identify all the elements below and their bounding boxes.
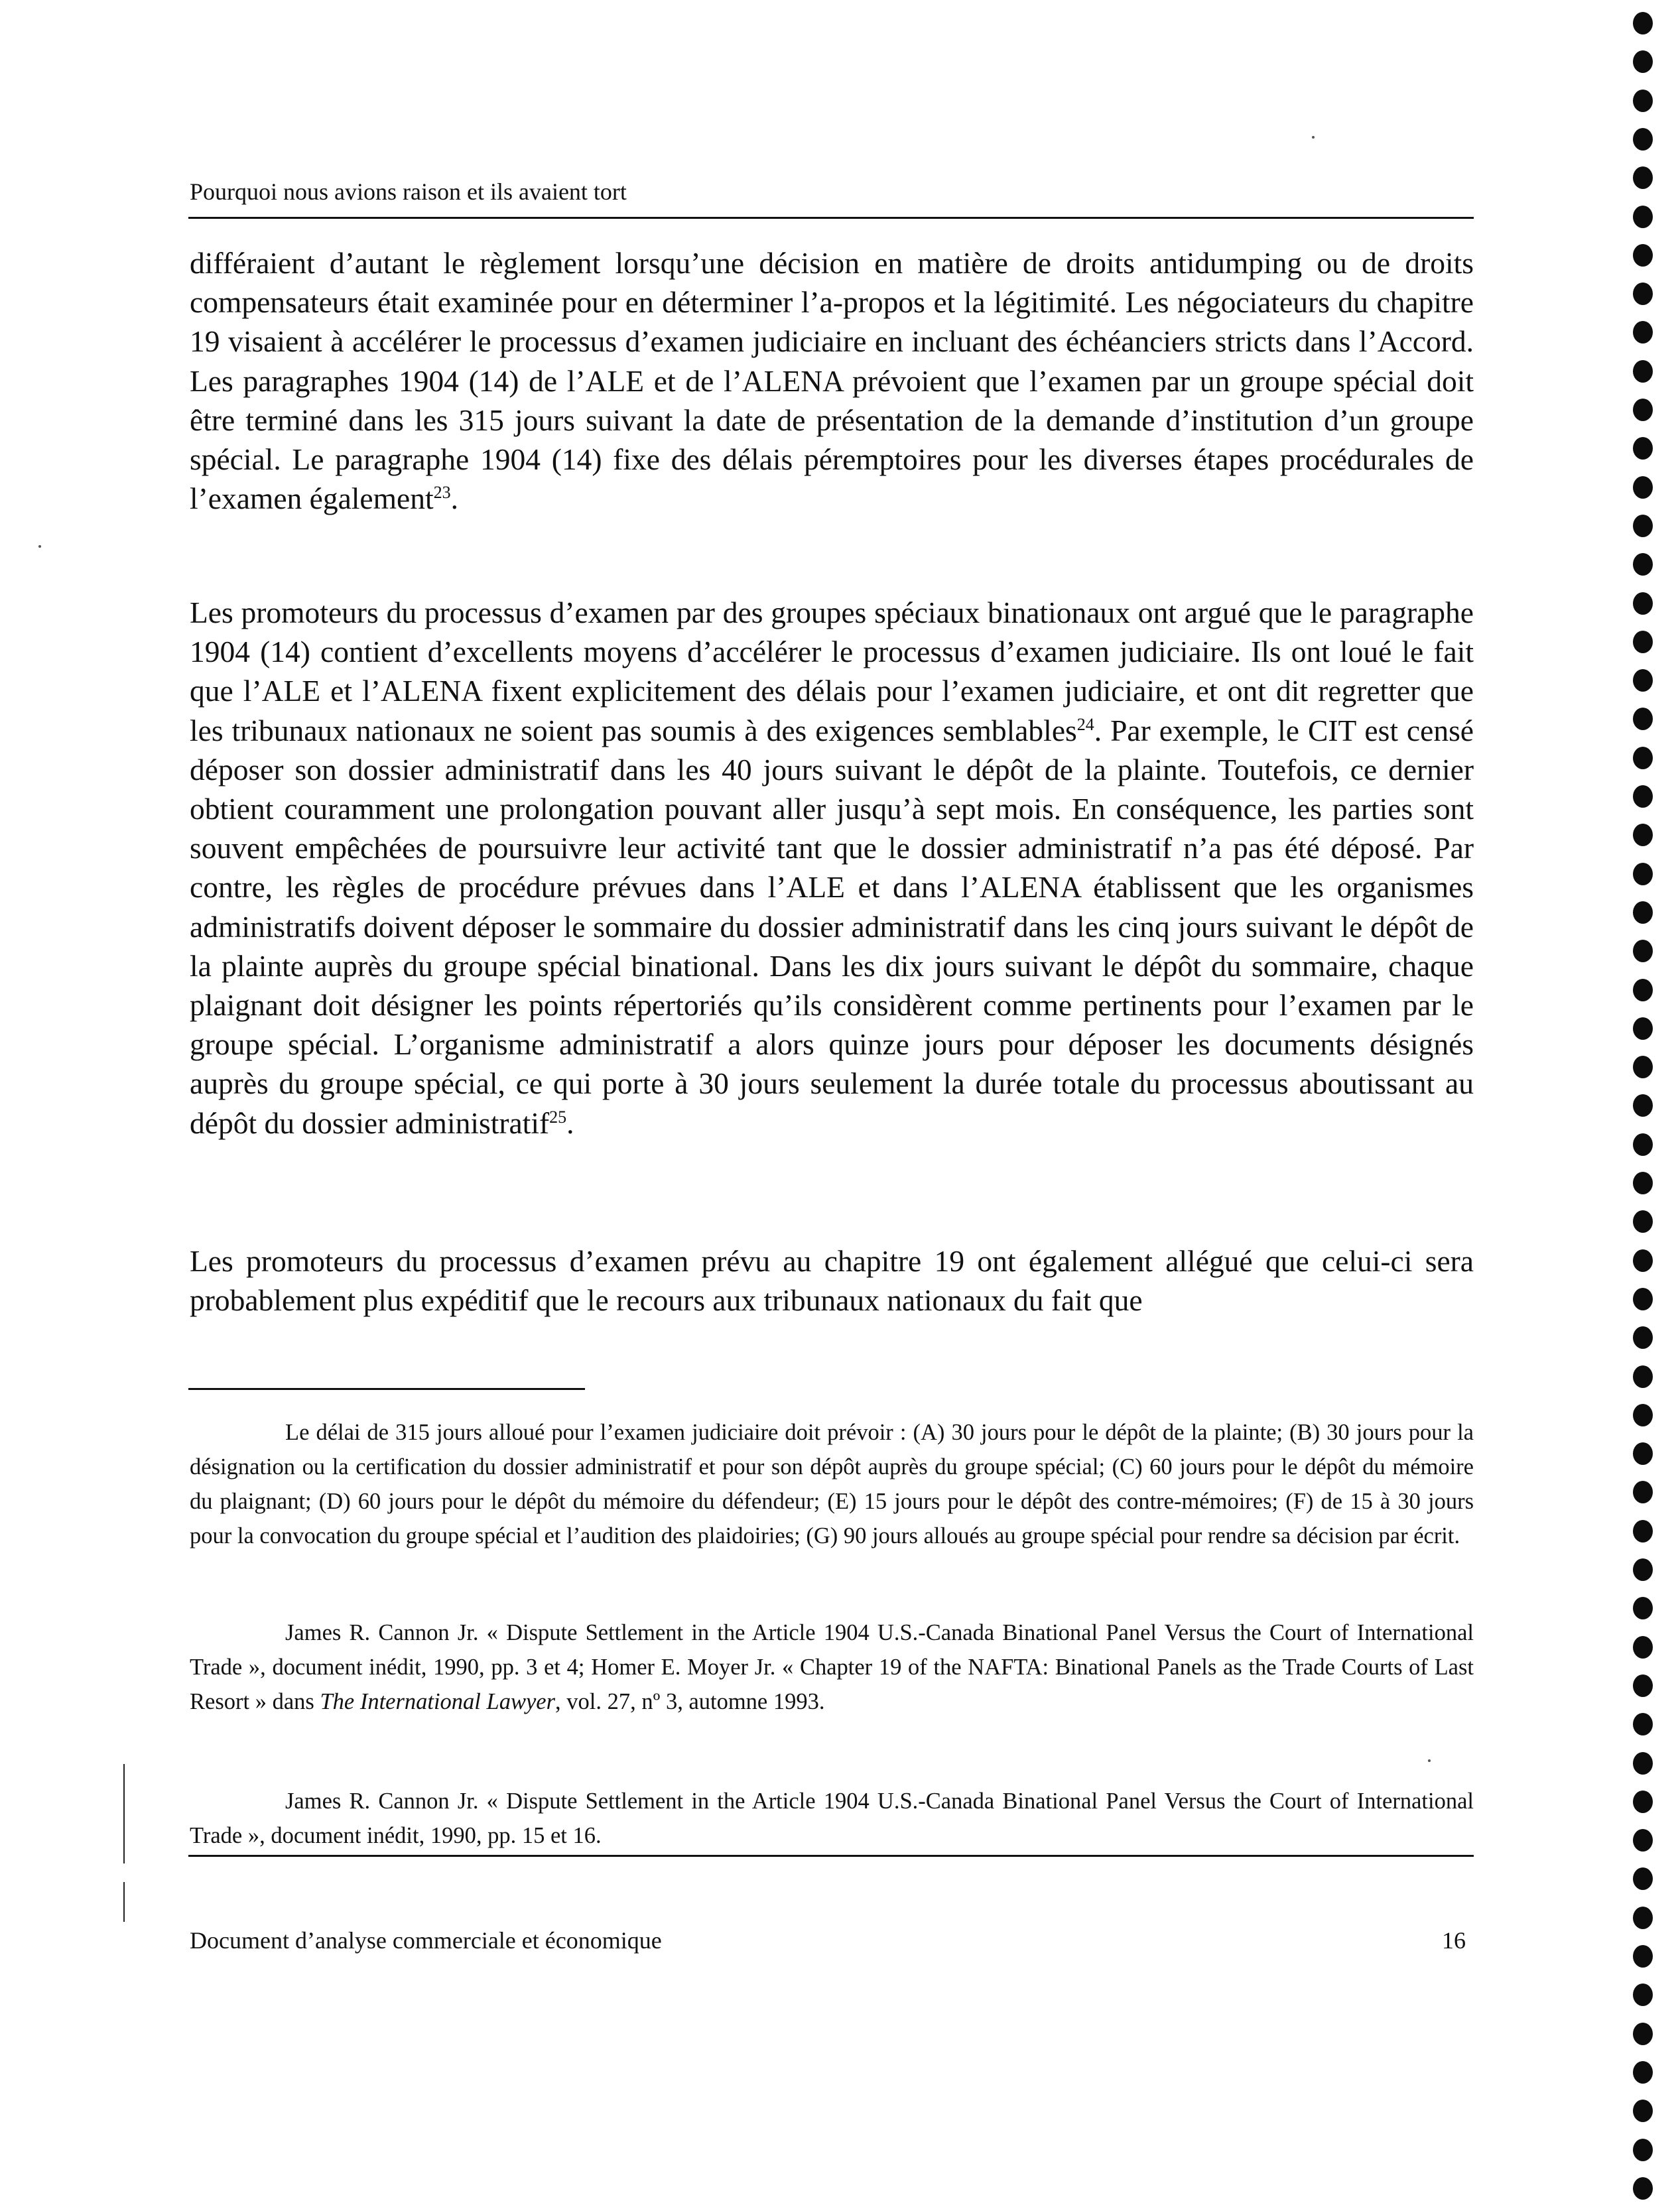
binding-hole	[1633, 399, 1653, 421]
paragraph-text: . Par exemple, le CIT est censé déposer son dossier administratif dans les 40 jours suivant le dépôt de la plainte. Toutefois, ce dernier obtient couramment une prolongation pouvant aller jusqu’à sept mois. En conséquence, les parties sont souvent empêchées de poursuivre leur activité tant que le dossier administratif n’a pas été déposé. Par contre, les règles de procédure prévues dans l’ALE et dans l’ALENA établissent que les organismes administratifs doivent déposer le sommaire du dossier administratif dans les cinq jours suivant le dépôt de la plainte auprès du groupe spécial binational. Dans les dix jours suivant le dépôt du sommaire, chaque plaignant doit désigner les points répertoriés qu’ils considèrent comme pertinents pour l’examen par le groupe spécial. L’organisme administratif a alors quinze jours pour déposer les documents désignés auprès du groupe spécial, ce qui porte à 30 jours seulement la durée totale du processus aboutissant au dépôt du dossier administratif	[190, 713, 1474, 1140]
footer-publication: Document d’analyse commerciale et économique	[190, 1927, 662, 1954]
binding-hole	[1633, 1056, 1653, 1078]
body-paragraph-1	[190, 243, 1474, 518]
running-header: Pourquoi nous avions raison et ils avaient tort	[190, 178, 627, 205]
scan-margin-mark	[123, 1764, 125, 1863]
binding-hole	[1633, 283, 1653, 305]
footnote-ref-23[interactable]: 23	[433, 483, 451, 503]
scan-speck	[38, 545, 41, 548]
footnote-separator	[188, 1388, 585, 1390]
binding-hole	[1633, 2061, 1653, 2084]
binding-hole	[1633, 785, 1653, 808]
binding-hole	[1633, 747, 1653, 769]
binding-hole	[1633, 708, 1653, 730]
header-rule	[188, 217, 1474, 219]
binding-hole	[1633, 1791, 1653, 1813]
binding-hole	[1633, 1829, 1653, 1852]
binding-hole	[1633, 1249, 1653, 1272]
paragraph-text: Les promoteurs du processus d’examen prévu au chapitre 19 ont également allégué que celui-ci sera probablement plus expéditif que le recours aux tribunaux nationaux du fait que	[190, 1244, 1474, 1318]
footnote-25	[190, 1784, 1474, 1853]
binding-hole	[1633, 1907, 1653, 1929]
binding-hole	[1633, 2100, 1653, 2122]
footer-rule	[188, 1855, 1474, 1857]
binding-hole	[1633, 1945, 1653, 1968]
binding-hole	[1633, 631, 1653, 653]
binding-hole	[1633, 1172, 1653, 1194]
binding-hole	[1633, 1365, 1653, 1388]
binding-hole	[1633, 321, 1653, 344]
binding-hole	[1633, 1867, 1653, 1890]
body-paragraph-3	[190, 1241, 1474, 1320]
footnote-text: James R. Cannon Jr. « Dispute Settlement in the Article 1904 U.S.-Canada Binational Panel Versus the Court of International Trade », document inédit, 1990, pp. 3 et 4; Homer E. Moyer Jr. « Chapter 19 of the NAFTA: Binational Panels as the Trade Courts of Last Resort » dans	[190, 1620, 1474, 1714]
binding-hole	[1633, 1984, 1653, 2006]
journal-title: The International Lawyer	[320, 1689, 556, 1714]
scan-margin-mark	[123, 1882, 125, 1922]
binding-hole	[1633, 360, 1653, 383]
binding-hole	[1633, 901, 1653, 924]
footnote-ref-25[interactable]: 25	[549, 1107, 567, 1127]
binding-hole	[1633, 2139, 1653, 2161]
binding-hole	[1633, 244, 1653, 267]
footnote-ref-24[interactable]: 24	[1076, 714, 1094, 734]
binding-hole	[1633, 553, 1653, 576]
binding-hole	[1633, 90, 1653, 112]
binding-hole	[1633, 50, 1653, 73]
binding-hole	[1633, 1674, 1653, 1697]
binding-hole	[1633, 1597, 1653, 1619]
binding-hole	[1633, 1442, 1653, 1465]
paragraph-text: différaient d’autant le règlement lorsqu’une décision en matière de droits antidumping ou de droits compensateurs était examinée pour en déterminer l’a-propos et la légitimité. Les négociateurs du chapitre 19 visaient à accélérer le processus d’examen judiciaire en incluant des échéanciers stricts dans l’Accord. Les paragraphes 1904 (14) de l’ALE et de l’ALENA prévoient que l’examen par un groupe spécial doit être terminé dans les 315 jours suivant la date de présentation de la demande d’institution d’un groupe spécial. Le paragraphe 1904 (14) fixe des délais péremptoires pour les diverses étapes procédurales de l’examen également	[190, 246, 1474, 516]
binding-hole	[1633, 1017, 1653, 1040]
binding-hole	[1633, 1133, 1653, 1156]
binding-hole	[1633, 1210, 1653, 1233]
binding-hole	[1633, 12, 1653, 34]
binding-hole	[1633, 2177, 1653, 2200]
paragraph-end: .	[450, 481, 458, 516]
footnote-text: Le délai de 315 jours alloué pour l’examen judiciaire doit prévoir : (A) 30 jours pour le dépôt de la plainte; (B) 30 jours pour la désignation ou la certification du dossier administratif et pour son dépôt auprès du groupe spécial; (C) 60 jours pour le dépôt du mémoire du plaignant; (D) 60 jours pour le dépôt du mémoire du défendeur; (E) 15 jours pour le dépôt des contre-mémoires; (F) de 15 à 30 jours pour la convocation du groupe spécial et l’audition des plaidoiries; (G) 90 jours alloués au groupe spécial pour rendre sa décision par écrit.	[190, 1420, 1474, 1548]
binding-hole	[1633, 1288, 1653, 1310]
binding-hole	[1633, 515, 1653, 537]
binding-hole	[1633, 476, 1653, 499]
binding-hole	[1633, 1404, 1653, 1426]
paragraph-end: .	[566, 1105, 574, 1140]
binding-hole	[1633, 824, 1653, 846]
binding-hole	[1633, 979, 1653, 1001]
footnote-23	[190, 1415, 1474, 1553]
binding-hole	[1633, 669, 1653, 692]
scan-speck	[1312, 136, 1315, 139]
binding-hole	[1633, 128, 1653, 151]
binding-hole	[1633, 940, 1653, 962]
binding-hole	[1633, 1326, 1653, 1349]
footnote-24	[190, 1615, 1474, 1719]
footnote-text: , vol. 27, nº 3, automne 1993.	[555, 1689, 825, 1714]
binding-hole	[1633, 166, 1653, 189]
binding-holes	[1633, 0, 1659, 2205]
binding-hole	[1633, 863, 1653, 885]
binding-hole	[1633, 1520, 1653, 1543]
body-paragraph-2	[190, 593, 1474, 1143]
binding-hole	[1633, 1752, 1653, 1775]
binding-hole	[1633, 1094, 1653, 1117]
binding-hole	[1633, 592, 1653, 615]
binding-hole	[1633, 2023, 1653, 2045]
paragraph-text: Les promoteurs du processus d’examen par des groupes spéciaux binationaux ont argué que le paragraphe 1904 (14) contient d’excellents moyens d’accélérer le processus d’examen judiciaire. Ils ont loué le fait que l’ALE et l’ALENA fixent explicitement des délais pour l’examen judiciaire, et ont dit regretter que les tribunaux nationaux ne soient pas soumis à des exigences semblables	[190, 596, 1474, 747]
scan-speck	[1428, 1759, 1431, 1762]
binding-hole	[1633, 1636, 1653, 1659]
binding-hole	[1633, 206, 1653, 228]
binding-hole	[1633, 437, 1653, 460]
binding-hole	[1633, 1481, 1653, 1503]
binding-hole	[1633, 1558, 1653, 1581]
binding-hole	[1633, 1713, 1653, 1735]
page-number: 16	[1442, 1927, 1466, 1954]
footnote-text: James R. Cannon Jr. « Dispute Settlement in the Article 1904 U.S.-Canada Binational Panel Versus the Court of International Trade », document inédit, 1990, pp. 15 et 16.	[190, 1789, 1474, 1848]
